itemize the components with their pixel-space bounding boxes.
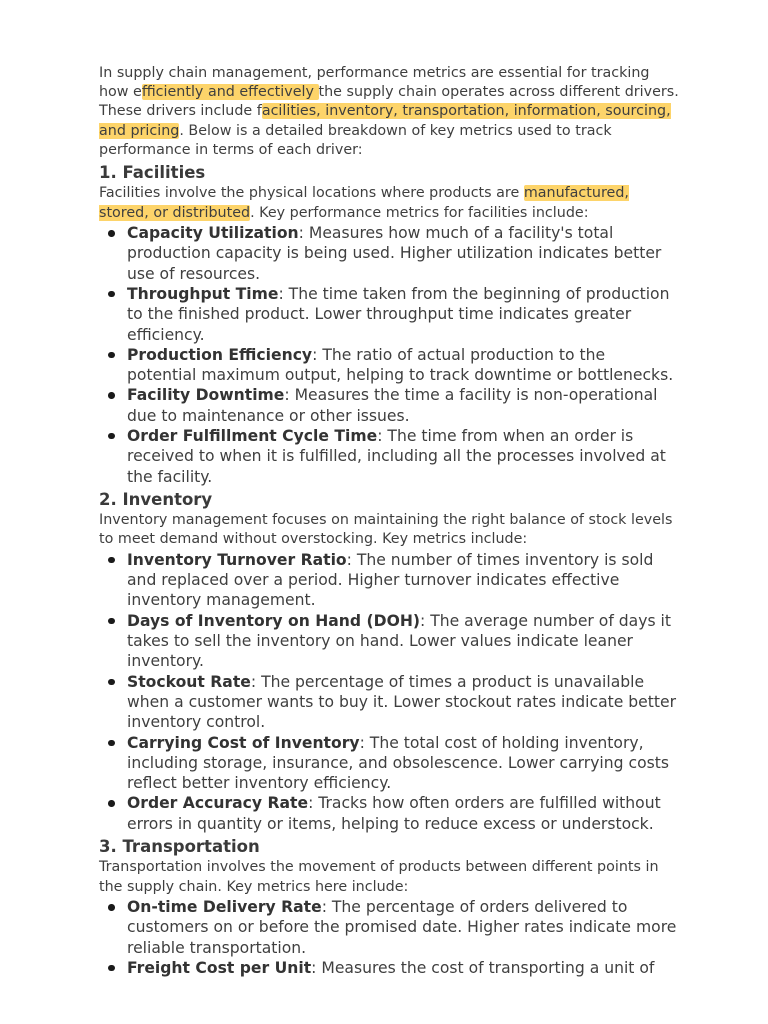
list-item [99,550,679,611]
metric-description: : The number of times inventory is sold and replaced over a period. Higher turnover indicates effective inventory management. [127,550,654,610]
facilities-metrics-list [99,223,679,487]
list-item [99,426,679,487]
intro-text-1: In supply chain management, performance metrics are essential for tracking how e [99,65,650,101]
metric-description: : The time from when an order is received to when it is fulfilled, including all the processes involved at the facility. [127,426,666,486]
metric-description: : The percentage of times a product is unavailable when a customer wants to buy it. Lower stockout rates indicate better inventory control. [127,672,677,732]
metric-description: : Tracks how often orders are fulfilled without errors in quantity or items, helping to reduce excess or understock. [127,794,661,833]
intro-highlight-1: fficiently and effectively [141,84,319,101]
metric-description: : Measures the cost of transporting a unit of [311,958,655,977]
inventory-intro: Inventory management focuses on maintaining the right balance of stock levels to meet demand without overstocking. Key metrics include: [99,511,673,548]
facilities-intro-text-a: Facilities involve the physical locations where products are [99,185,524,202]
list-item [99,611,679,672]
metric-term: Days of Inventory on Hand (DOH) [127,611,420,630]
metric-term: Throughput Time [127,284,279,303]
metric-term: Production Efficiency [127,345,313,364]
metric-description: : The time taken from the beginning of production to the finished product. Lower throughput time indicates greater efficiency. [127,284,670,344]
list-item [99,223,679,284]
metric-term: Order Accuracy Rate [127,794,309,813]
inventory-heading: 2. Inventory [99,489,213,509]
list-item [99,733,679,794]
document-page [99,64,679,978]
facilities-intro-text-b: . Key performance metrics for facilities include: [250,204,589,221]
transportation-metrics-list [99,897,679,978]
metric-term: Capacity Utilization [127,224,299,243]
metric-description: : The average number of days it takes to sell the inventory on hand. Lower values indicate leaner inventory. [127,611,671,671]
inventory-metrics-list [99,550,679,834]
metric-term: Freight Cost per Unit [127,958,312,977]
facilities-intro [99,184,679,223]
facilities-intro-highlight: manufactured, stored, or distributed [99,185,629,221]
list-item [99,958,679,978]
metric-description: : The total cost of holding inventory, including storage, insurance, and obsolescence. Lower carrying costs reflect better inventory efficiency. [127,733,669,793]
intro-text-3: . Below is a detailed breakdown of key metrics used to track performance in terms of each driver: [99,122,612,158]
metric-term: Facility Downtime [127,386,285,405]
metric-term: Inventory Turnover Ratio [127,550,347,569]
metric-term: Carrying Cost of Inventory [127,733,360,752]
metric-description: : The ratio of actual production to the potential maximum output, helping to track downtime or bottlenecks. [127,345,674,385]
list-item [99,793,679,834]
list-item [99,897,679,958]
transportation-intro: Transportation involves the movement of products between different points in the supply chain. Key metrics here include: [99,859,659,895]
facilities-heading: 1. Facilities [99,163,206,183]
list-item [99,385,679,426]
intro-paragraph [99,64,679,160]
list-item [99,284,679,345]
metric-description: : The percentage of orders delivered to customers on or before the promised date. Higher rates indicate more reliable transportation. [127,898,677,957]
metric-term: Stockout Rate [127,672,251,691]
metric-term: Order Fulfillment Cycle Time [127,426,378,445]
metric-term: On-time Delivery Rate [127,898,322,917]
transportation-heading: 3. Transportation [99,837,260,857]
metric-description: : Measures the time a facility is non-operational due to maintenance or other issues. [127,386,658,425]
list-item [99,672,679,733]
intro-highlight-2: acilities, inventory, transportation, information, sourcing, and pricing [99,103,671,139]
intro-text-2: the supply chain operates across different drivers. These drivers include f [99,84,679,120]
list-item [99,345,679,386]
metric-description: : Measures how much of a facility's total production capacity is being used. Higher utilization indicates better use of resources. [127,224,662,283]
